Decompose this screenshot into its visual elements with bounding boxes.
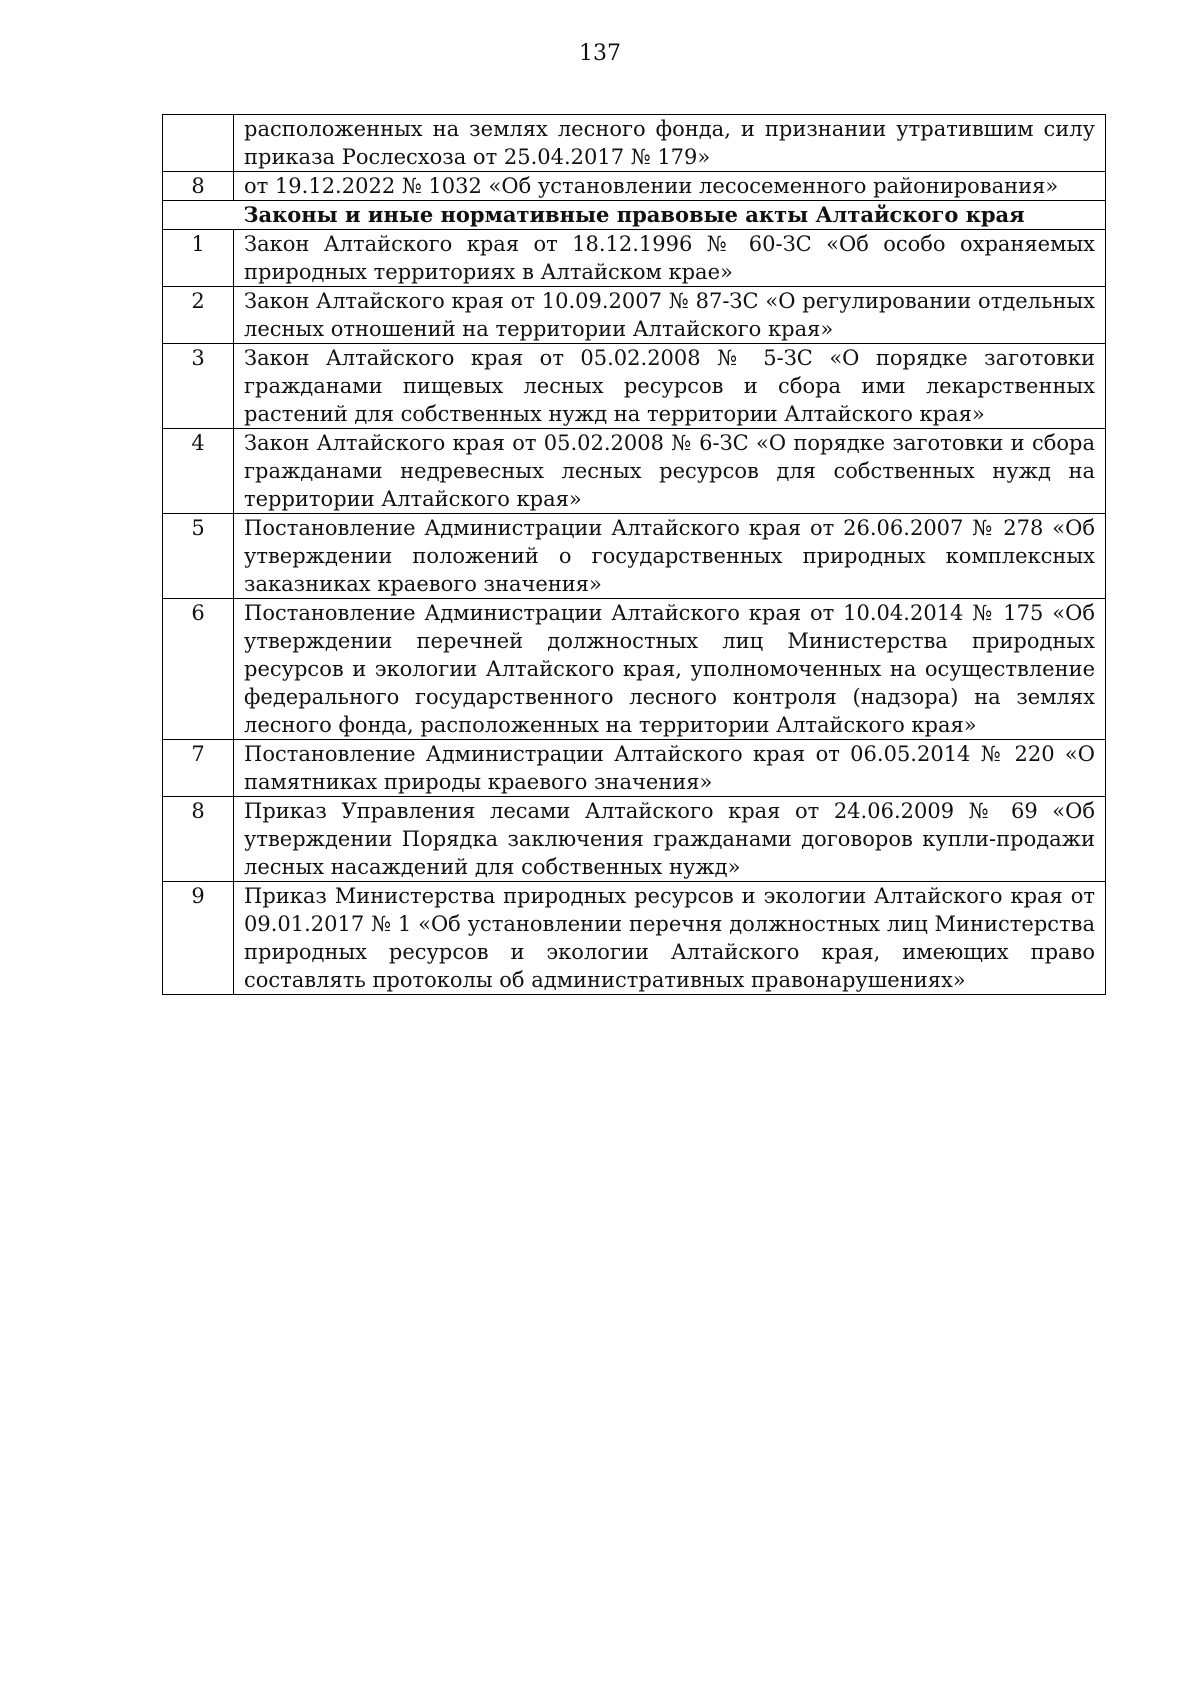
section-title: Законы и иные нормативные правовые акты Алтайского края [163,201,1106,230]
table-row [163,514,1106,599]
row-text: Закон Алтайского края от 10.09.2007 № 87-ЗС «О регулировании отдельных лесных отношений на территории Алтайского края» [234,287,1106,344]
row-number: 5 [163,514,234,599]
row-number: 7 [163,740,234,797]
row-number: 6 [163,599,234,740]
table-row [163,230,1106,287]
table-row [163,797,1106,882]
table-row [163,344,1106,429]
row-number [163,115,234,172]
row-number: 2 [163,287,234,344]
table-row [163,115,1106,172]
row-text: Приказ Министерства природных ресурсов и экологии Алтайского края от 09.01.2017 № 1 «Об установлении перечня должностных лиц Министерства природных ресурсов и экологии Алтайского края, имеющих право составлять протоколы об административных правонарушениях» [234,882,1106,995]
row-number: 4 [163,429,234,514]
legal-acts-table [162,114,1106,995]
row-text: Постановление Администрации Алтайского края от 06.05.2014 № 220 «О памятниках природы краевого значения» [234,740,1106,797]
row-number: 8 [163,172,234,201]
table-row [163,740,1106,797]
table-row [163,882,1106,995]
table-body [163,115,1106,995]
row-number: 3 [163,344,234,429]
table-row [163,599,1106,740]
row-number: 8 [163,797,234,882]
row-number: 1 [163,230,234,287]
table-row [163,429,1106,514]
table-row [163,172,1106,201]
row-text: Постановление Администрации Алтайского края от 10.04.2014 № 175 «Об утверждении перечней должностных лиц Министерства природных ресурсов и экологии Алтайского края, уполномоченных на осуществление федерального государственного лесного контроля (надзора) на землях лесного фонда, расположенных на территории Алтайского края» [234,599,1106,740]
row-text: Приказ Управления лесами Алтайского края от 24.06.2009 № 69 «Об утверждении Порядка заключения гражданами договоров купли-продажи лесных насаждений для собственных нужд» [234,797,1106,882]
table-row [163,287,1106,344]
row-number: 9 [163,882,234,995]
row-text: расположенных на землях лесного фонда, и признании утратившим силу приказа Рослесхоза от 25.04.2017 № 179» [234,115,1106,172]
section-header-row [163,201,1106,230]
row-text: Постановление Администрации Алтайского края от 26.06.2007 № 278 «Об утверждении положений о государственных природных комплексных заказниках краевого значения» [234,514,1106,599]
page-number: 137 [579,41,621,66]
row-text: Закон Алтайского края от 05.02.2008 № 6-ЗС «О порядке заготовки и сбора гражданами недревесных лесных ресурсов для собственных нужд на территории Алтайского края» [234,429,1106,514]
row-text: Закон Алтайского края от 05.02.2008 № 5-ЗС «О порядке заготовки гражданами пищевых лесных ресурсов и сбора ими лекарственных растений для собственных нужд на территории Алтайского края» [234,344,1106,429]
row-text: Закон Алтайского края от 18.12.1996 № 60-ЗС «Об особо охраняемых природных территориях в Алтайском крае» [234,230,1106,287]
row-text: от 19.12.2022 № 1032 «Об установлении лесосеменного районирования» [234,172,1106,201]
